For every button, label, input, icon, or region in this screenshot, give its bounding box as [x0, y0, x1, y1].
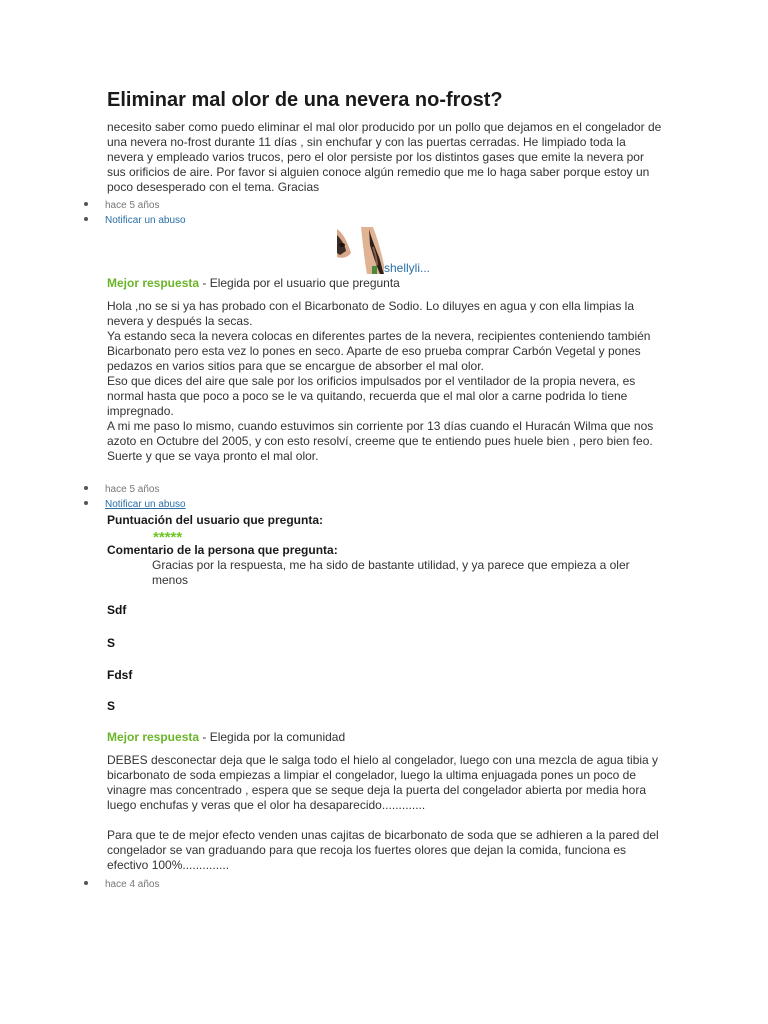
report-abuse-link[interactable]: Notificar un abuso — [105, 499, 186, 510]
answer-paragraph: Hola ,no se si ya has probado con el Bicarbonato de Sodio. Lo diluyes en agua y con ella limpias la nevera y después la secas. — [107, 299, 634, 328]
answer1-time: hace 5 años — [105, 484, 160, 495]
bullet-icon — [84, 501, 88, 505]
avatar-image — [337, 227, 384, 274]
best-answer-header — [107, 276, 400, 291]
extra-text: S — [107, 636, 116, 650]
best-answer-chosen: - Elegida por la comunidad — [199, 730, 346, 744]
answer-paragraph: DEBES desconectar deja que le salga todo el hielo al congelador, luego con una mezcla de agua tibia y bicarbonato de soda empiezas a limpiar el congelador, luego la ultima enjuagada pones un poco de vinagre mas concentrado , espera que se seque deja la puerta del congelador abierta por media hora luego enchufas y veras que el olor ha desaparecido............. — [107, 753, 659, 812]
best-answer-label: Mejor respuesta — [107, 276, 200, 290]
answer-paragraph: Eso que dices del aire que sale por los orificios impulsados por el ventilador de la propia nevera, es normal hasta que poco a poco se le va quitando, recuerda que el mal olor a carne podrida lo tiene impregnado. — [107, 374, 636, 418]
answer1-time-row — [84, 483, 160, 497]
best-answer-chosen: - Elegida por el usuario que pregunta — [199, 276, 400, 290]
bullet-icon — [84, 202, 88, 206]
answer1-body — [107, 299, 662, 464]
answer2-body — [107, 753, 662, 873]
extra-text: Fdsf — [107, 668, 133, 682]
answer1-report-row[interactable] — [84, 498, 186, 512]
answer-paragraph: A mi me paso lo mismo, cuando estuvimos sin corriente por 13 días cuando el Huracán Wilma que nos azoto en Octubre del 2005, y con esto resolví, creeme que te entiendo pues huele bien , pero bien feo. — [107, 419, 654, 448]
best-answer-label: Mejor respuesta — [107, 730, 200, 744]
answer-user-link[interactable]: shellyli... — [384, 261, 431, 275]
question-time-row — [84, 199, 160, 213]
question-title: Eliminar mal olor de una nevera no-frost? — [107, 89, 503, 111]
answer2-time: hace 4 años — [105, 879, 160, 890]
question-body — [107, 120, 662, 195]
answer2-time-row — [84, 878, 160, 892]
bullet-icon — [84, 217, 88, 221]
best-answer-header-2 — [107, 730, 345, 745]
answer-paragraph: Suerte y que se vaya pronto el mal olor. — [107, 449, 319, 463]
rating-stars: ***** — [153, 529, 183, 546]
asker-comment: Gracias por la respuesta, me ha sido de bastante utilidad, y ya parece que empieza a oler menos — [152, 558, 630, 587]
question-time: hace 5 años — [105, 200, 160, 211]
comment-label: Comentario de la persona que pregunta: — [107, 543, 338, 557]
extra-text: Sdf — [107, 603, 127, 617]
bullet-icon — [84, 486, 88, 490]
question-report-row[interactable] — [84, 214, 186, 228]
answer-paragraph: Para que te de mejor efecto venden unas cajitas de bicarbonato de soda que se adhieren a la pared del congelador se van graduando para que recoja los fuertes olores que dejan la comida, funciona es efectivo 100%.............. — [107, 828, 659, 872]
extra-text: S — [107, 699, 116, 713]
report-abuse-link[interactable]: Notificar un abuso — [105, 215, 186, 226]
question-text: necesito saber como puedo eliminar el mal olor producido por un pollo que dejamos en el congelador de una nevera no-frost durante 11 días , sin enchufar y con las puertas cerradas. He limpiado toda la nevera y empleado varios trucos, pero el olor persiste por los distintos gases que emite la nevera por sus orificios de aire. Por favor si alguien conoce algún remedio que me lo haga saber porque estoy un poco desesperado con el tema. Gracias — [107, 120, 662, 194]
rating-label: Puntuación del usuario que pregunta: — [107, 513, 324, 527]
answer-paragraph: Ya estando seca la nevera colocas en diferentes partes de la nevera, recipientes conteniendo también Bicarbonato pero esta vez lo pones en seco. Aparte de eso prueba comprar Carbón Vegetal y pones pedazos en varios sitios para que se encargue de absorber el mal olor. — [107, 329, 651, 373]
user-avatar[interactable] — [337, 227, 384, 274]
bullet-icon — [84, 881, 88, 885]
